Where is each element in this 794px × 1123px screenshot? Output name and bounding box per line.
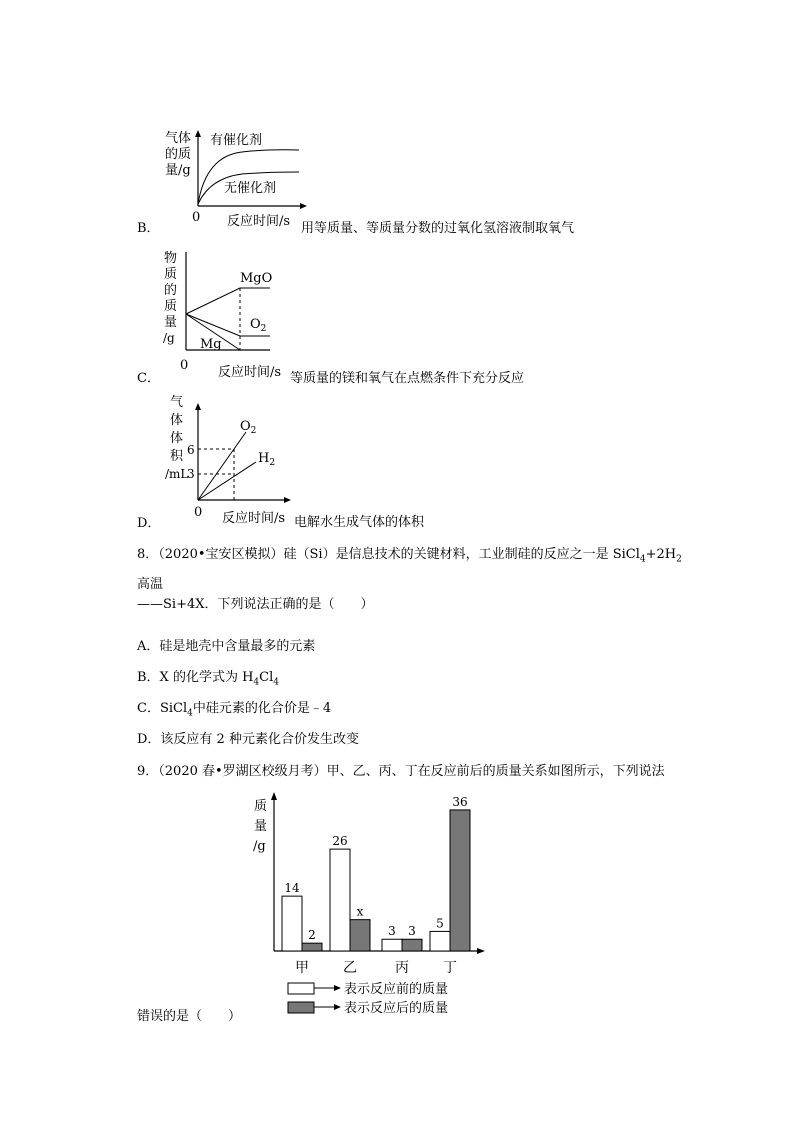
chart-c-ylabel-6: /g bbox=[163, 331, 175, 345]
legend-label-after: 表示反应后的质量 bbox=[344, 1001, 449, 1016]
bar-before-2 bbox=[382, 939, 402, 951]
bar-before-0 bbox=[282, 896, 302, 951]
chart-c-line-mgo bbox=[186, 288, 270, 314]
chart-c-origin: 0 bbox=[180, 358, 189, 373]
chart-d-tick-3: 3 bbox=[187, 467, 195, 481]
legend-label-before: 表示反应前的质量 bbox=[344, 982, 449, 997]
chart-d-label-h2: $H_2$ bbox=[258, 451, 276, 468]
option-d-desc: 电解水生成气体的体积 bbox=[294, 515, 425, 530]
chart-d-x-arrow bbox=[284, 497, 291, 503]
chart-d-ylabel-1: 气 bbox=[170, 395, 184, 410]
q9-stem: 9．（2020 春•罗湖区校级月考）甲、乙、丙、丁在反应前后的质量关系如图所示，下列说法 bbox=[137, 764, 665, 779]
chart-c-label-mgo: MgO bbox=[240, 271, 273, 286]
bar-label-before-1: 26 bbox=[332, 834, 348, 849]
chart-b-x-arrow bbox=[300, 203, 307, 209]
chart-b-ylabel-3: 量/g bbox=[165, 163, 191, 178]
chart-c bbox=[158, 250, 288, 360]
chart-d-ylabel-3: 体 bbox=[170, 431, 184, 446]
q8-stem-cont: ——Si+4X．下列说法正确的是（ ） bbox=[137, 597, 374, 612]
q8-condition: 高温 bbox=[137, 577, 164, 592]
chart-d-line-h2 bbox=[198, 462, 256, 500]
chart-d-label-o2: $O_2$ bbox=[240, 419, 257, 436]
chart-c-ylabel-3: 的 bbox=[164, 283, 178, 298]
chart-c-ylabel-5: 量 bbox=[164, 315, 178, 330]
chart-d-ylabel-4: 积 bbox=[170, 449, 184, 464]
bar-after-0 bbox=[302, 943, 322, 951]
q8-option-a: A．硅是地壳中含量最多的元素 bbox=[137, 639, 316, 654]
chart-b-ylabel-1: 气体 bbox=[165, 131, 192, 146]
bar-chart-legend bbox=[288, 981, 448, 1016]
bar-category-3: 丁 bbox=[443, 960, 457, 976]
bar-chart-ylabel-1: 质 bbox=[254, 799, 268, 814]
legend-arrowhead-before bbox=[334, 985, 341, 991]
q9-bar-chart bbox=[240, 790, 500, 1020]
bar-label-after-2: 3 bbox=[408, 924, 416, 939]
option-b-label: B． bbox=[137, 221, 160, 236]
chart-c-ylabel-2: 质 bbox=[164, 267, 178, 282]
q8-stem: 8．（2020•宝安区模拟）硅（Si）是信息技术的关键材料，工业制硅的反应之一是 $SiCl_4+2H_2$ bbox=[137, 547, 682, 565]
chart-d-xlabel: 反应时间/s bbox=[222, 511, 286, 526]
option-c-label: C． bbox=[137, 371, 160, 386]
chart-d-line-o2 bbox=[198, 432, 246, 500]
bar-chart-ylabel-3: /g bbox=[253, 839, 266, 854]
chart-b-origin: 0 bbox=[192, 210, 201, 225]
chart-c-label-mg: Mg bbox=[200, 337, 222, 352]
chart-c-ylabel-4: 质 bbox=[164, 299, 178, 314]
chart-d-ylabel-unit: /mL bbox=[165, 467, 189, 481]
bar-chart-y-arrow bbox=[271, 792, 277, 800]
bar-after-2 bbox=[402, 939, 422, 951]
chart-c-xlabel: 反应时间/s bbox=[218, 365, 282, 380]
chart-b-ylabel-2: 的质 bbox=[165, 147, 192, 162]
bar-label-after-3: 36 bbox=[452, 794, 468, 809]
bar-label-before-3: 5 bbox=[436, 916, 444, 931]
chart-d-tick-6: 6 bbox=[187, 443, 195, 457]
bar-label-before-0: 14 bbox=[284, 881, 300, 896]
option-d-label: D． bbox=[137, 516, 161, 531]
bar-label-after-0: 2 bbox=[308, 928, 316, 943]
chart-d bbox=[158, 392, 298, 507]
chart-c-ylabel-1: 物 bbox=[164, 251, 178, 266]
bar-after-3 bbox=[450, 810, 470, 951]
chart-d-y-arrow bbox=[195, 403, 201, 410]
q8-option-c: C．SiCl$_4$中硅元素的化合价是﹣4 bbox=[137, 701, 332, 719]
bar-category-1: 乙 bbox=[343, 960, 357, 976]
bar-before-1 bbox=[330, 849, 350, 951]
option-b-desc: 用等质量、等质量分数的过氧化氢溶液制取氧气 bbox=[301, 221, 575, 236]
chart-d-origin: 0 bbox=[194, 505, 203, 520]
chart-b-xlabel: 反应时间/s bbox=[227, 214, 291, 229]
q9-stem-end: 错误的是（ ） bbox=[137, 1009, 242, 1024]
legend-swatch-before bbox=[288, 983, 314, 994]
bar-label-before-2: 3 bbox=[388, 924, 396, 939]
chart-b-label-catalyst: 有催化剂 bbox=[210, 133, 263, 148]
q8-option-b: B．X 的化学式为 $H_4Cl_4$ bbox=[137, 670, 279, 688]
legend-arrowhead-after bbox=[334, 1004, 341, 1010]
q8-option-d: D．该反应有 2 种元素化合价发生改变 bbox=[137, 732, 359, 747]
chart-d-ylabel-2: 体 bbox=[170, 413, 184, 428]
chart-b-label-no-catalyst: 无催化剂 bbox=[224, 181, 277, 196]
chart-c-label-o2: $O_2$ bbox=[250, 317, 267, 334]
bar-before-3 bbox=[430, 931, 450, 951]
bar-after-1 bbox=[350, 920, 370, 951]
option-c-desc: 等质量的镁和氧气在点燃条件下充分反应 bbox=[290, 371, 525, 386]
bar-category-0: 甲 bbox=[295, 960, 309, 976]
bar-chart-ylabel-2: 量 bbox=[254, 819, 268, 834]
bar-label-after-1: x bbox=[356, 904, 364, 919]
chart-b-y-arrow bbox=[195, 130, 201, 137]
legend-swatch-after bbox=[288, 1002, 314, 1013]
bar-category-2: 丙 bbox=[395, 960, 409, 976]
bar-chart-x-arrow bbox=[477, 948, 485, 954]
